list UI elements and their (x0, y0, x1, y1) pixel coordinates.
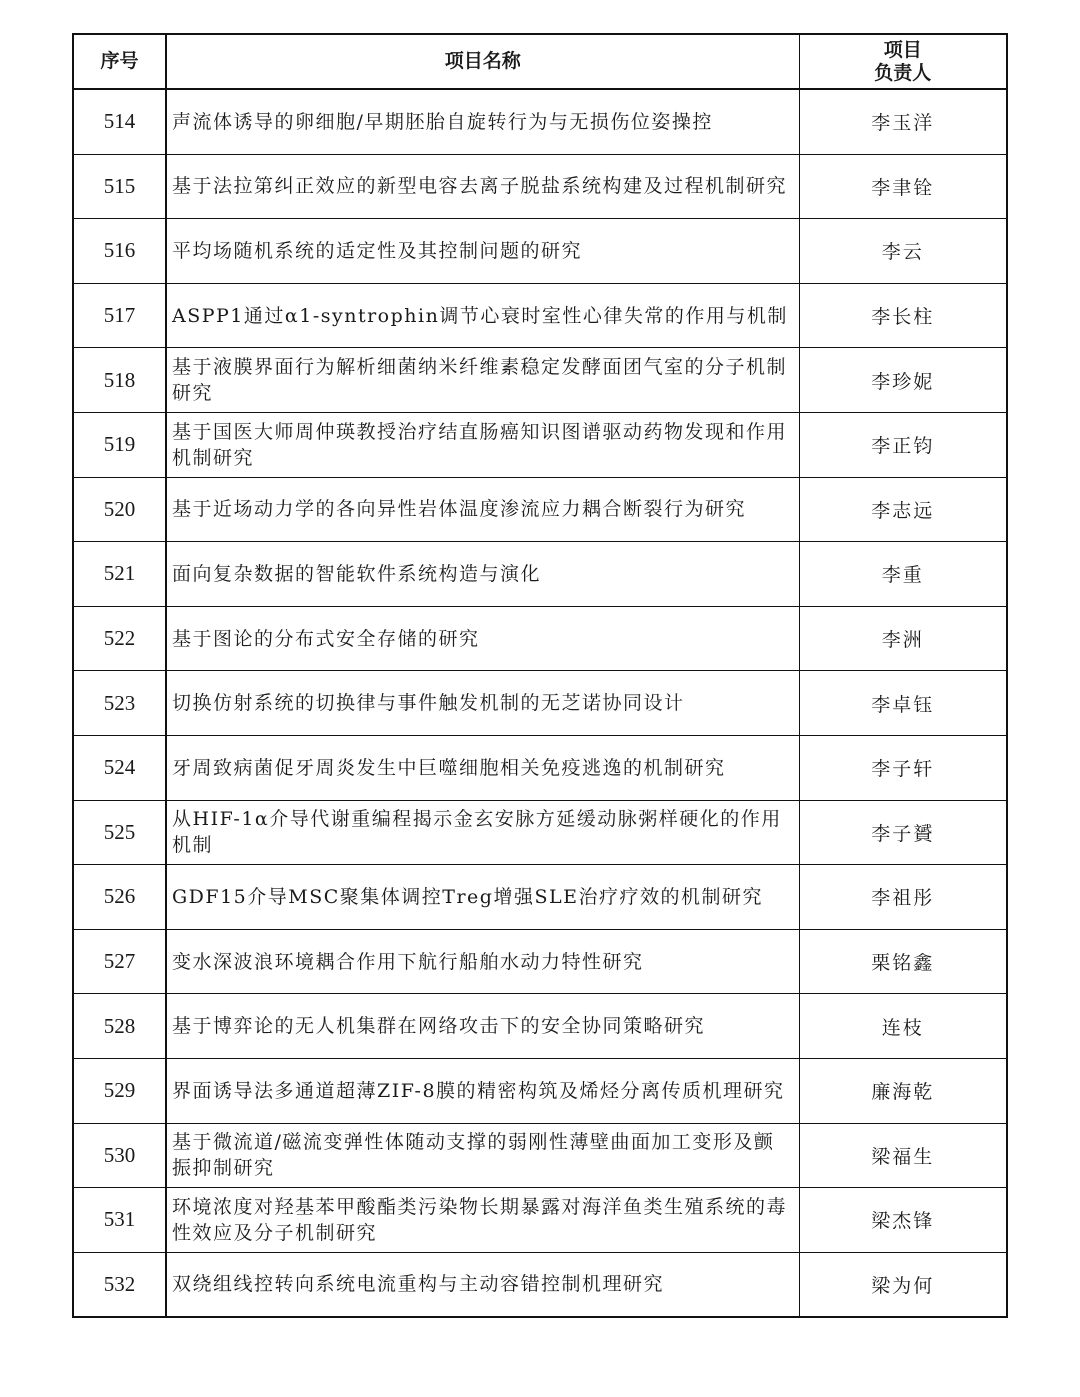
row-project-name: 双绕组线控转向系统电流重构与主动容错控制机理研究 (166, 1252, 799, 1317)
row-project-name: 基于国医大师周仲瑛教授治疗结直肠癌知识图谱驱动药物发现和作用机制研究 (166, 412, 799, 477)
table-row (73, 671, 1007, 736)
project-table (72, 33, 1008, 1318)
row-number: 519 (73, 412, 166, 477)
row-project-name: 声流体诱导的卵细胞/早期胚胎自旋转行为与无损伤位姿操控 (166, 89, 799, 154)
row-project-name: 基于法拉第纠正效应的新型电容去离子脱盐系统构建及过程机制研究 (166, 154, 799, 219)
row-project-name: 基于微流道/磁流变弹性体随动支撑的弱刚性薄壁曲面加工变形及颤振抑制研究 (166, 1123, 799, 1188)
table-row (73, 735, 1007, 800)
row-project-name: 界面诱导法多通道超薄ZIF-8膜的精密构筑及烯烃分离传质机理研究 (166, 1058, 799, 1123)
table-header (73, 34, 1007, 89)
table-row (73, 154, 1007, 219)
table-row (73, 1123, 1007, 1188)
table-row (73, 606, 1007, 671)
row-project-name: 牙周致病菌促牙周炎发生中巨噬细胞相关免疫逃逸的机制研究 (166, 735, 799, 800)
table-row (73, 1058, 1007, 1123)
row-number: 523 (73, 671, 166, 736)
row-project-lead: 李玉洋 (799, 89, 1007, 154)
row-number: 520 (73, 477, 166, 542)
row-project-lead: 连枝 (799, 994, 1007, 1059)
row-project-name: 环境浓度对羟基苯甲酸酯类污染物长期暴露对海洋鱼类生殖系统的毒性效应及分子机制研究 (166, 1188, 799, 1253)
row-number: 527 (73, 929, 166, 994)
table-row (73, 1252, 1007, 1317)
row-project-lead: 梁杰锋 (799, 1188, 1007, 1253)
row-project-name: 平均场随机系统的适定性及其控制问题的研究 (166, 219, 799, 284)
row-number: 518 (73, 348, 166, 413)
row-project-lead: 李洲 (799, 606, 1007, 671)
row-project-name: 基于博弈论的无人机集群在网络攻击下的安全协同策略研究 (166, 994, 799, 1059)
row-project-name: 基于液膜界面行为解析细菌纳米纤维素稳定发酵面团气室的分子机制研究 (166, 348, 799, 413)
row-project-lead: 廉海乾 (799, 1058, 1007, 1123)
row-number: 514 (73, 89, 166, 154)
row-number: 529 (73, 1058, 166, 1123)
row-project-lead: 李珍妮 (799, 348, 1007, 413)
project-table-container (72, 33, 1006, 1318)
row-project-lead: 李卓钰 (799, 671, 1007, 736)
row-project-lead: 李长柱 (799, 283, 1007, 348)
row-number: 517 (73, 283, 166, 348)
row-number: 530 (73, 1123, 166, 1188)
row-project-name: ASPP1通过α1-syntrophin调节心衰时室性心律失常的作用与机制 (166, 283, 799, 348)
row-project-name: 变水深波浪环境耦合作用下航行船舶水动力特性研究 (166, 929, 799, 994)
row-project-lead: 李志远 (799, 477, 1007, 542)
row-project-lead: 李子贇 (799, 800, 1007, 865)
header-lead-line2: 负责人 (874, 61, 932, 84)
header-lead-line1: 项目 (883, 38, 922, 61)
row-project-name: GDF15介导MSC聚集体调控Treg增强SLE治疗疗效的机制研究 (166, 865, 799, 930)
header-row (73, 34, 1007, 89)
table-body (73, 89, 1007, 1317)
row-number: 526 (73, 865, 166, 930)
row-project-lead: 梁为何 (799, 1252, 1007, 1317)
row-project-lead: 李子轩 (799, 735, 1007, 800)
table-row (73, 283, 1007, 348)
table-row (73, 800, 1007, 865)
row-number: 531 (73, 1188, 166, 1253)
row-number: 521 (73, 542, 166, 607)
row-number: 532 (73, 1252, 166, 1317)
row-project-lead: 李祖彤 (799, 865, 1007, 930)
row-number: 524 (73, 735, 166, 800)
row-project-lead: 栗铭鑫 (799, 929, 1007, 994)
row-number: 528 (73, 994, 166, 1059)
table-row (73, 219, 1007, 284)
row-project-name: 基于图论的分布式安全存储的研究 (166, 606, 799, 671)
header-project-lead (799, 34, 1007, 89)
row-project-lead: 李聿铨 (799, 154, 1007, 219)
row-project-name: 切换仿射系统的切换律与事件触发机制的无芝诺协同设计 (166, 671, 799, 736)
row-project-lead: 李重 (799, 542, 1007, 607)
row-number: 525 (73, 800, 166, 865)
table-row (73, 348, 1007, 413)
row-project-name: 从HIF-1α介导代谢重编程揭示金玄安脉方延缓动脉粥样硬化的作用机制 (166, 800, 799, 865)
table-row (73, 542, 1007, 607)
table-row (73, 865, 1007, 930)
row-project-name: 面向复杂数据的智能软件系统构造与演化 (166, 542, 799, 607)
table-row (73, 412, 1007, 477)
row-number: 515 (73, 154, 166, 219)
row-project-name: 基于近场动力学的各向异性岩体温度渗流应力耦合断裂行为研究 (166, 477, 799, 542)
table-row (73, 89, 1007, 154)
row-number: 522 (73, 606, 166, 671)
header-project-name: 项目名称 (166, 34, 799, 89)
header-index: 序号 (73, 34, 166, 89)
row-project-lead: 李正钧 (799, 412, 1007, 477)
row-project-lead: 李云 (799, 219, 1007, 284)
row-number: 516 (73, 219, 166, 284)
table-row (73, 1188, 1007, 1253)
table-row (73, 929, 1007, 994)
table-row (73, 994, 1007, 1059)
row-project-lead: 梁福生 (799, 1123, 1007, 1188)
table-row (73, 477, 1007, 542)
